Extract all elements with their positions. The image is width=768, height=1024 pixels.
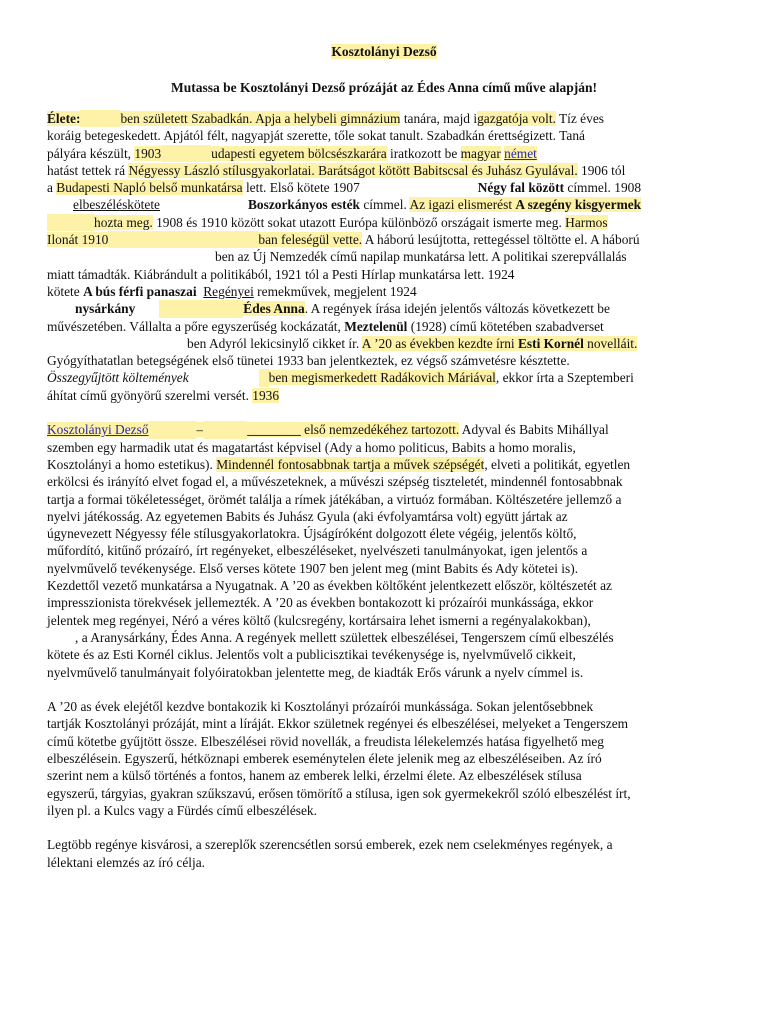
text-line: Kosztolányi a homo estetikus). Mindennél fontosabbnak tartja a művek szépségét, elveti a politikát, egyetlen	[47, 456, 631, 472]
text-line: koráig betegeskedett. Apjától félt, nagyapját szerette, tőle sokat tanult. Szabadkán érettségizett. Taná	[47, 128, 585, 144]
text-line: Kosztolányi Dezső – ________ első nemzedékéhez tartozott. Adyval és Babits Mihállyal	[47, 422, 609, 438]
text-line: elbeszéléskötete Boszorkányos esték címmel. Az igazi elismerést A szegény kisgyermek	[73, 197, 642, 213]
text-line: a Budapesti Napló belső munkatársa lett. Első kötete 1907 Négy fal között címmel. 1908	[47, 180, 642, 196]
text-line: ben az Új Nemzedék című napilap munkatársa lett. A politikai szerepvállalás	[215, 249, 627, 265]
text-line: Ilonát 1910 ban feleségül vette. A háború lesújtotta, rettegéssel töltötte el. A háború	[47, 232, 640, 248]
text-line: ilyen pl. a Kulcs vagy a Fürdés című elbeszélések.	[47, 802, 317, 818]
text-line: Élete: ben született Szabadkán. Apja a helybeli gimnázium tanára, majd igazgatója volt. Tíz éves	[47, 111, 604, 126]
text-line: nysárkány Édes Anna. A regények írása idején jelentős változás következett be	[75, 301, 610, 317]
text-line: A ’20 as évek elejétől kezdve bontakozik ki Kosztolányi prózaírói munkássága. Sokan jelentősebbnek	[47, 699, 594, 715]
text-line: erkölcsi és irányító elvet fogad el, a művészeteknek, a művészi szépség tiszteletét, mindennél fontosabbnak	[47, 474, 623, 490]
text-line: kötete és az Esti Kornél ciklus. Jelentős volt a publicisztikai tevékenysége is, nyelvművelő cikkeit,	[47, 647, 576, 663]
text-line: című kötetbe gyűjtött össze. Elbeszélései rövid novellák, a freudista lélekelemzés hatása figyelhető meg	[47, 733, 605, 749]
text-line: szerint nem a külső történés a fontos, hanem az emberek lelki, érzelmi élete. Az elbeszélések stílusa	[47, 768, 582, 784]
text-line: jelentek meg regényei, Néró a véres költő (kulcsregény, kortársaira lehet ismerni a regényalakokban),	[47, 612, 591, 628]
text-line: úgynevezett Négyessy féle stílusgyakorlatokra. Újságíróként dolgozott élete végéig, jelentős költő,	[47, 526, 577, 542]
text-line: elbeszélésein. Egyszerű, hétköznapi emberek eseménytelen élete jelenik meg az elbeszéléseiben. Az író	[47, 750, 602, 766]
link-kosztolanyi[interactable]: Kosztolányi Dezső	[47, 422, 149, 438]
text-line: Legtöbb regénye kisvárosi, a szereplők szerencsétlen sorsú emberek, ezek nem cselekményes regények, a	[47, 837, 613, 853]
essay-question: Mutassa be Kosztolányi Dezső prózáját az Édes Anna című műve alapján!	[171, 80, 597, 95]
text-line: tartják Kosztolányi prózáját, mint a líráját. Ekkor születnek regényei és elbeszélései, melyeket a Tengerszem	[47, 716, 629, 732]
text-line: kötete A bús férfi panaszai Regényei remekművek, megjelent 1924	[47, 283, 417, 299]
document-title: Kosztolányi Dezső	[331, 44, 437, 59]
text-line: nyelvművelő tevékenysége. Első verses kötete 1907 ben jelent meg (mint Babits és Ady kötetei is).	[47, 560, 579, 576]
link-blank[interactable]: ________	[247, 422, 301, 438]
text-line: művészetében. Vállalta a pőre egyszerűség kockázatát, Meztelenül (1928) című kötetében szabadverset	[47, 318, 604, 334]
text-line: Összegyűjtött költemények ben megismerkedett Radákovich Máriával, ekkor írta a Szeptemberi	[47, 370, 634, 386]
text-line: miatt támadták. Kiábrándult a politikából, 1921 tól a Pesti Hírlap munkatársa lett. 1924	[47, 266, 515, 282]
text-line: hozta meg. 1908 és 1910 között sokat utazott Európa különböző országait ismerte meg. Harmos	[47, 214, 723, 231]
text-line: lélektani elemzés az író célja.	[47, 854, 205, 870]
text-line: ben Adyról lekicsinylő cikket ír. A ’20 as években kezdte írni Esti Kornél novelláit.	[187, 335, 638, 351]
text-line: Gyógyíthatatlan betegségének első tünetei 1933 ban jelentkeztek, ez végső számvetésre késztette.	[47, 353, 570, 369]
link-nemet[interactable]: német	[504, 145, 537, 161]
text-line: impresszionista törekvések jellemezték. A ’20 as években bontakozott ki prózaírói munkássága, ekkor	[47, 595, 594, 611]
text-line: pályára készült, 1903 udapesti egyetem bölcsészkarára iratkozott be magyar német	[47, 145, 537, 161]
text-line: szemben egy harmadik utat és magatartást képvisel (Ady a homo politicus, Babits a homo moralis,	[47, 439, 576, 455]
text-line: , a Aranysárkány, Édes Anna. A regények mellett születtek elbeszélései, Tengerszem című elbeszélés	[75, 629, 614, 645]
text-line: műfordító, kitűnő prózaíró, írt regényeket, elbeszéléseket, nyelvészeti tanulmányokat, igen jelentős a	[47, 543, 588, 559]
text-line: áhítat című gyönyörű szerelmi versét. 1936	[47, 387, 280, 403]
text-line: egyszerű, tárgyias, gyakran szűkszavú, erősen tömörítő a stílusa, igen sok gyermekekről szóló elbeszélést írt,	[47, 785, 631, 801]
text-line: tartja a formai tökéletességet, örömét találja a rímek játékában, a virtuóz formában. Költészetére jellemző a	[47, 491, 622, 507]
text-line: nyelvművelő tanulmányait folyóiratokban jelentette meg, de kiadták Erős várunk a nyelv címmel is.	[47, 664, 584, 680]
text-line: nyelvi játékosság. Az egyetemen Babits és Juhász Gyula (aki évfolyamtársa volt) együtt jártak az	[47, 508, 568, 524]
document-body	[47, 110, 723, 871]
text-line: Kezdettől vezető munkatársa a Nyugatnak. A ’20 as években költőként jelentkezett először, költészetét az	[47, 578, 613, 594]
text-line: hatást tettek rá Négyessy László stílusgyakorlatai. Barátságot kötött Babitscsal és Juhász Gyulával. 1906 tól	[47, 162, 626, 178]
